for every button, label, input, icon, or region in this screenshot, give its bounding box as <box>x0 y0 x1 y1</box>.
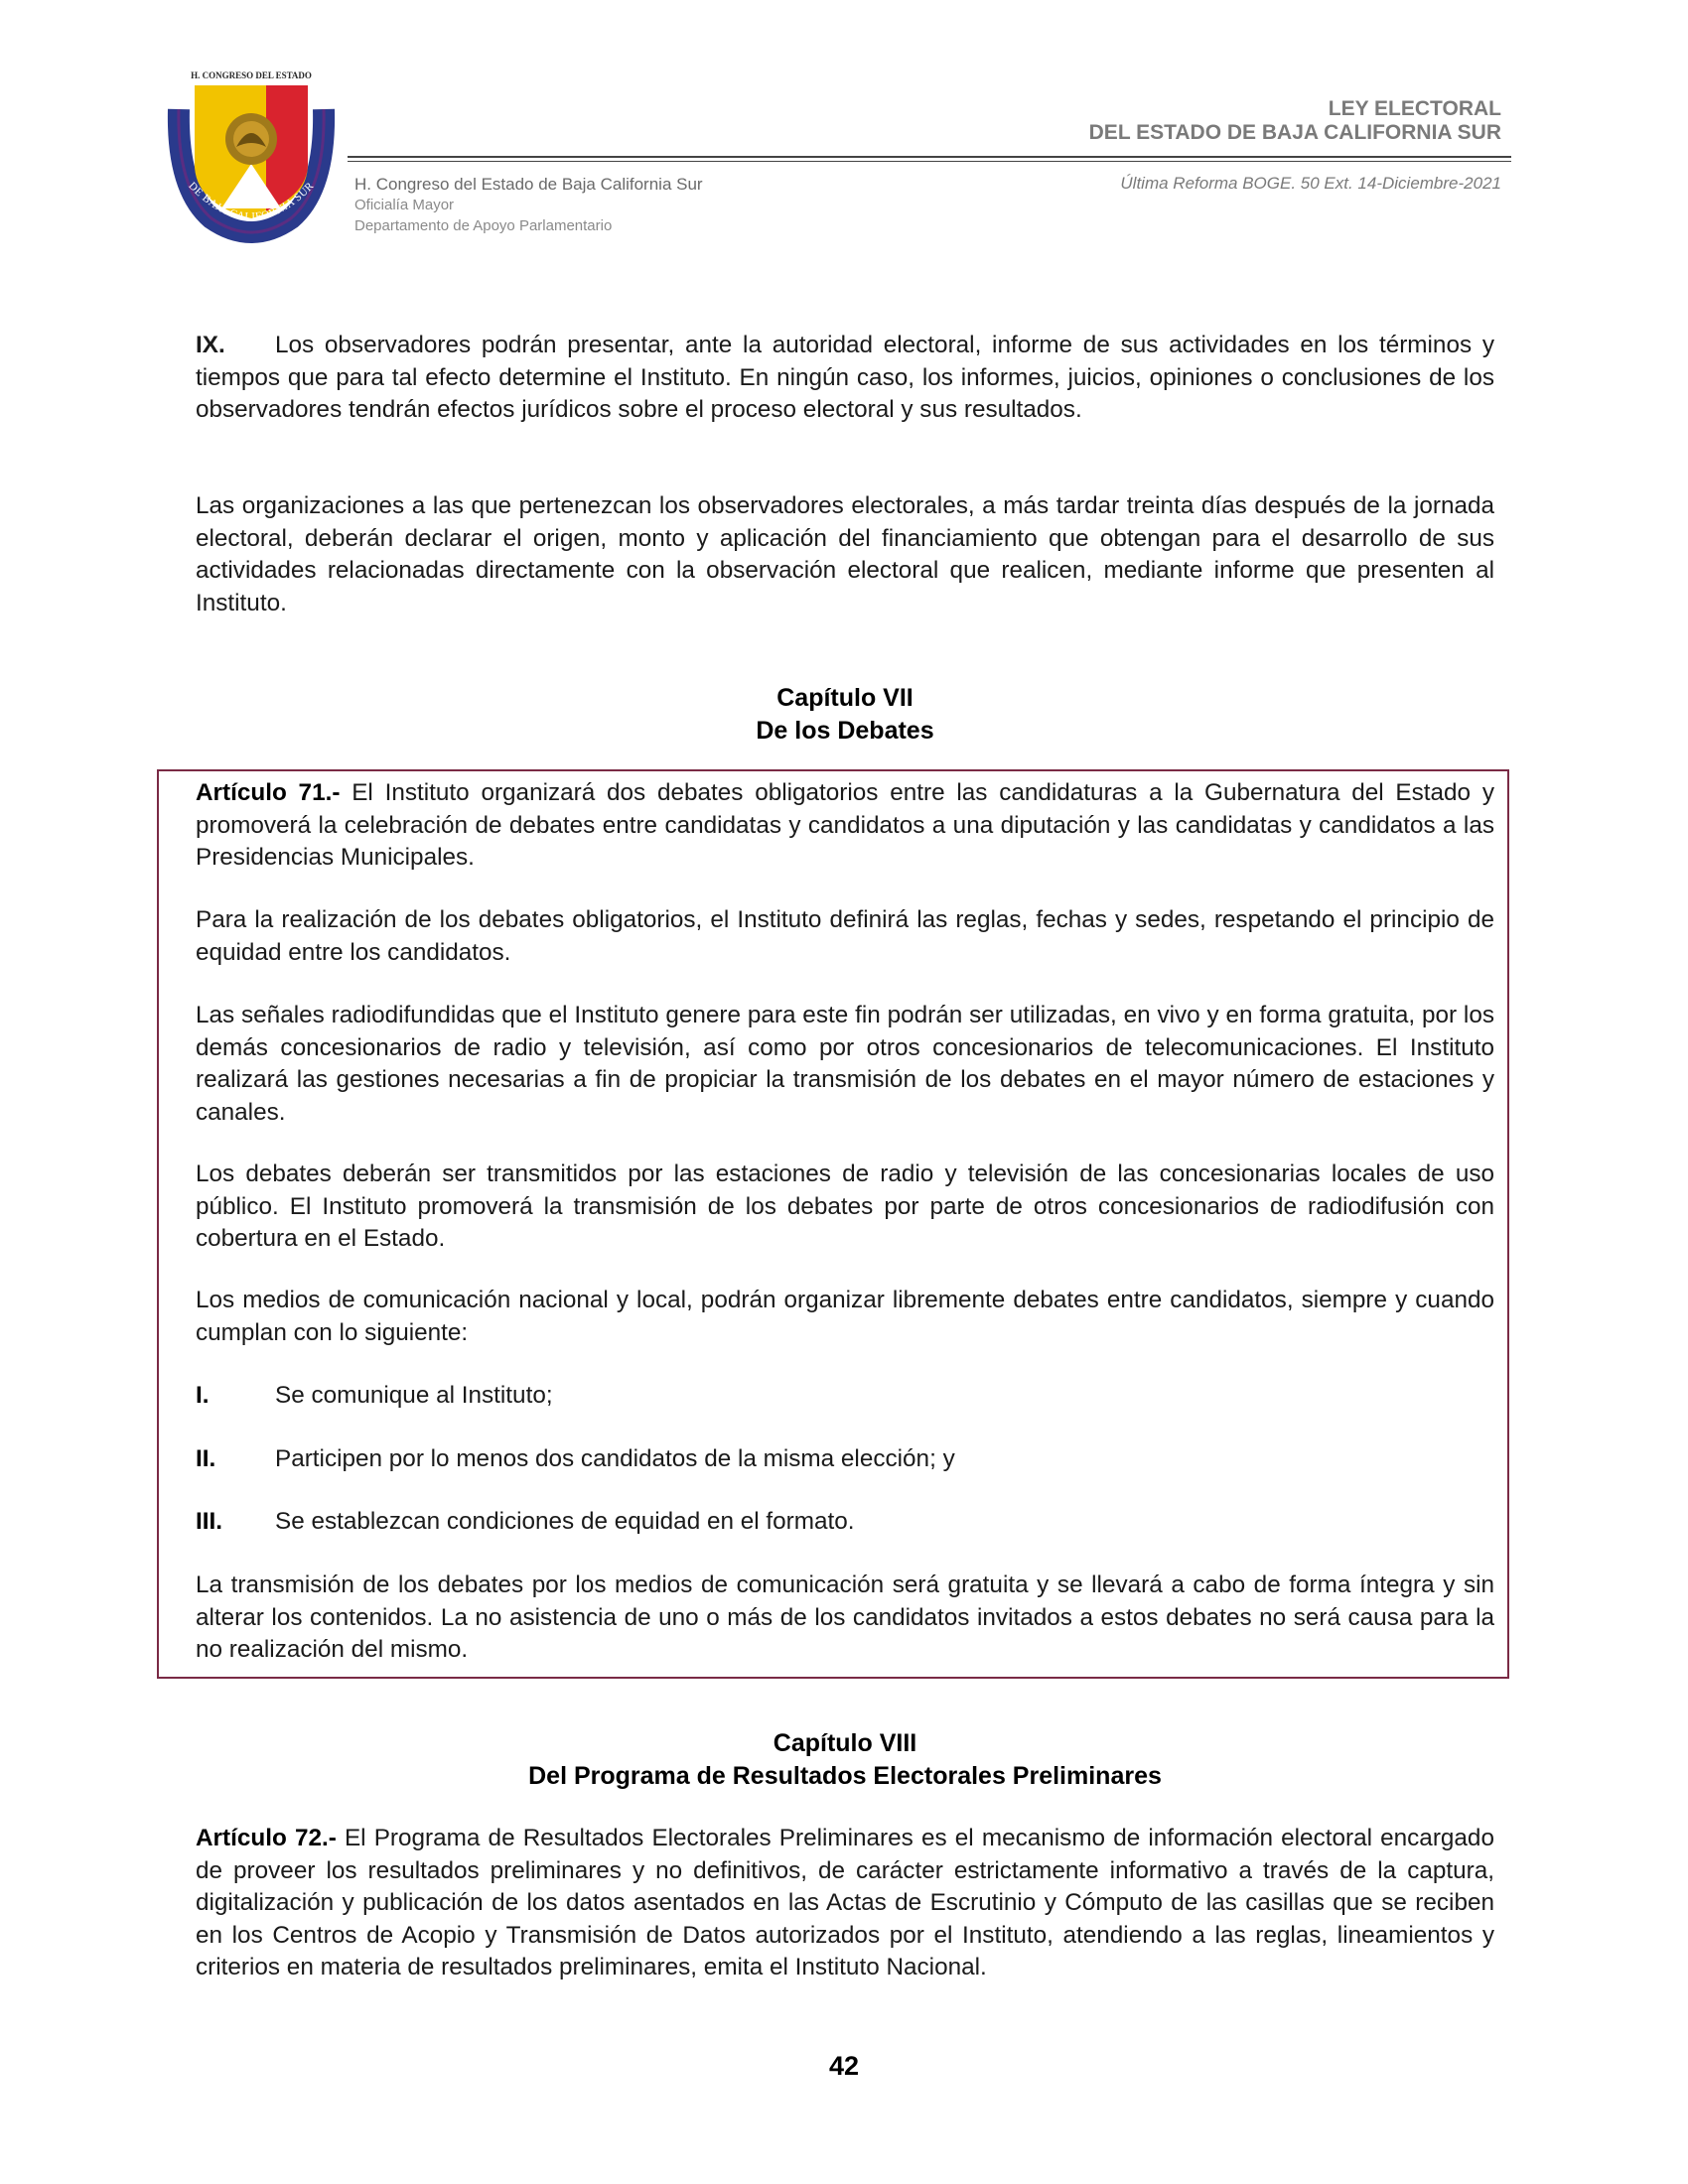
chapter-vii-heading <box>196 682 1494 747</box>
article-71-p5: Los medios de comunicación nacional y local, podrán organizar libremente debates entre candidatos, siempre y cuando cumplan con lo siguiente: <box>196 1287 1494 1346</box>
article-72-label: Artículo 72.- <box>196 1825 337 1851</box>
header-divider-thin <box>348 161 1511 162</box>
article-71-p3: Las señales radiodifundidas que el Instituto genere para este fin podrán ser utilizadas, en vivo y en forma gratuita, por los demás concesionarios de radio y televisión, así como por otros concesionarios de telecomunicaciones. El Instituto realizará las gestiones necesarias a fin de propiciar la transmisión de los debates en el mayor número de estaciones y canales. <box>196 1002 1494 1126</box>
list-item <box>196 1443 955 1476</box>
law-title-line1: LEY ELECTORAL <box>1328 97 1501 120</box>
list-item-number: II. <box>196 1445 216 1472</box>
article-72 <box>196 1823 1494 1984</box>
article-71-p2: Para la realización de los debates obligatorios, el Instituto definirá las reglas, fechas y sedes, respetando el principio de equidad entre los candidatos. <box>196 906 1494 966</box>
office-name: Oficialía Mayor <box>354 197 455 213</box>
issuer-info <box>354 174 703 236</box>
fraction-ix-label: IX. <box>196 332 225 358</box>
last-reform-note: Última Reforma BOGE. 50 Ext. 14-Diciembre-2021 <box>1120 174 1501 193</box>
seal-bottom-text: DE BAJA CALIFORNIA SUR <box>186 180 317 223</box>
list-item-text: Se establezcan condiciones de equidad en el formato. <box>275 1508 855 1535</box>
header-divider <box>348 156 1511 158</box>
article-71-label: Artículo 71.- <box>196 779 341 806</box>
chapter-viii-heading <box>196 1727 1494 1792</box>
chapter-vii-title: De los Debates <box>756 716 934 745</box>
list-item <box>196 1380 553 1413</box>
article-71-p1-text: El Instituto organizará dos debates obligatorios entre las candidaturas a la Gubernatura del Estado y promoverá la celebración de debates entre candidatas y candidatos a una diputación y las candidatas y candidatos a las Presidencias Municipales. <box>196 779 1494 871</box>
list-item-text: Participen por lo menos dos candidatos de la misma elección; y <box>275 1445 955 1472</box>
fraction-ix <box>196 330 1494 427</box>
article-71-p6: La transmisión de los debates por los medios de comunicación será gratuita y se llevará a cabo de forma íntegra y sin alterar los contenidos. La no asistencia de uno o más de los candidatos invitados a estos debates no será causa para la no realización del mismo. <box>196 1571 1494 1663</box>
law-title <box>1089 97 1501 145</box>
article-71-p4: Los debates deberán ser transmitidos por las estaciones de radio y televisión de las concesionarias locales de uso público. El Instituto promoverá la transmisión de los debates por parte de otros concesionarios de radiodifusión con cobertura en el Estado. <box>196 1160 1494 1252</box>
chapter-viii-title: Del Programa de Resultados Electorales Preliminares <box>528 1761 1162 1790</box>
article-72-text: El Programa de Resultados Electorales Preliminares es el mecanismo de información electoral encargado de proveer los resultados preliminares y no definitivos, de carácter estrictamente informativo a través de la captura, digitalización y publicación de los datos asentados en las Actas de Escrutinio y Cómputo de las casillas que se reciben en los Centros de Acopio y Transmisión de Datos autorizados por el Instituto, atendiendo a las reglas, lineamientos y criterios en materia de resultados preliminares, emita el Instituto Nacional. <box>196 1825 1494 1980</box>
congress-seal-logo <box>167 69 336 248</box>
chapter-viii-number: Capítulo VIII <box>773 1729 917 1757</box>
list-item <box>196 1506 855 1539</box>
page-number: 42 <box>828 2051 860 2081</box>
list-item-number: I. <box>196 1382 210 1409</box>
article-71-p1 <box>196 777 1494 875</box>
department-name: Departamento de Apoyo Parlamentario <box>354 217 613 234</box>
list-item-text: Se comunique al Instituto; <box>275 1382 553 1409</box>
organizations-paragraph: Las organizaciones a las que pertenezcan los observadores electorales, a más tardar treinta días después de la jornada electoral, deberán declarar el origen, monto y aplicación del financiamiento que obtengan para el desarrollo de sus actividades relacionadas directamente con la observación electoral que realicen, mediante informe que presenten al Instituto. <box>196 492 1494 616</box>
law-title-line2: DEL ESTADO DE BAJA CALIFORNIA SUR <box>1088 121 1501 144</box>
org-name: H. Congreso del Estado de Baja California Sur <box>354 175 703 194</box>
fraction-ix-text: Los observadores podrán presentar, ante la autoridad electoral, informe de sus actividades en los términos y tiempos que para tal efecto determine el Instituto. En ningún caso, los informes, juicios, opiniones o conclusiones de los observadores tendrán efectos jurídicos sobre el proceso electoral y sus resultados. <box>196 332 1494 423</box>
list-item-number: III. <box>196 1508 223 1535</box>
chapter-vii-number: Capítulo VII <box>776 684 914 712</box>
seal-top-text: H. CONGRESO DEL ESTADO <box>191 70 312 80</box>
